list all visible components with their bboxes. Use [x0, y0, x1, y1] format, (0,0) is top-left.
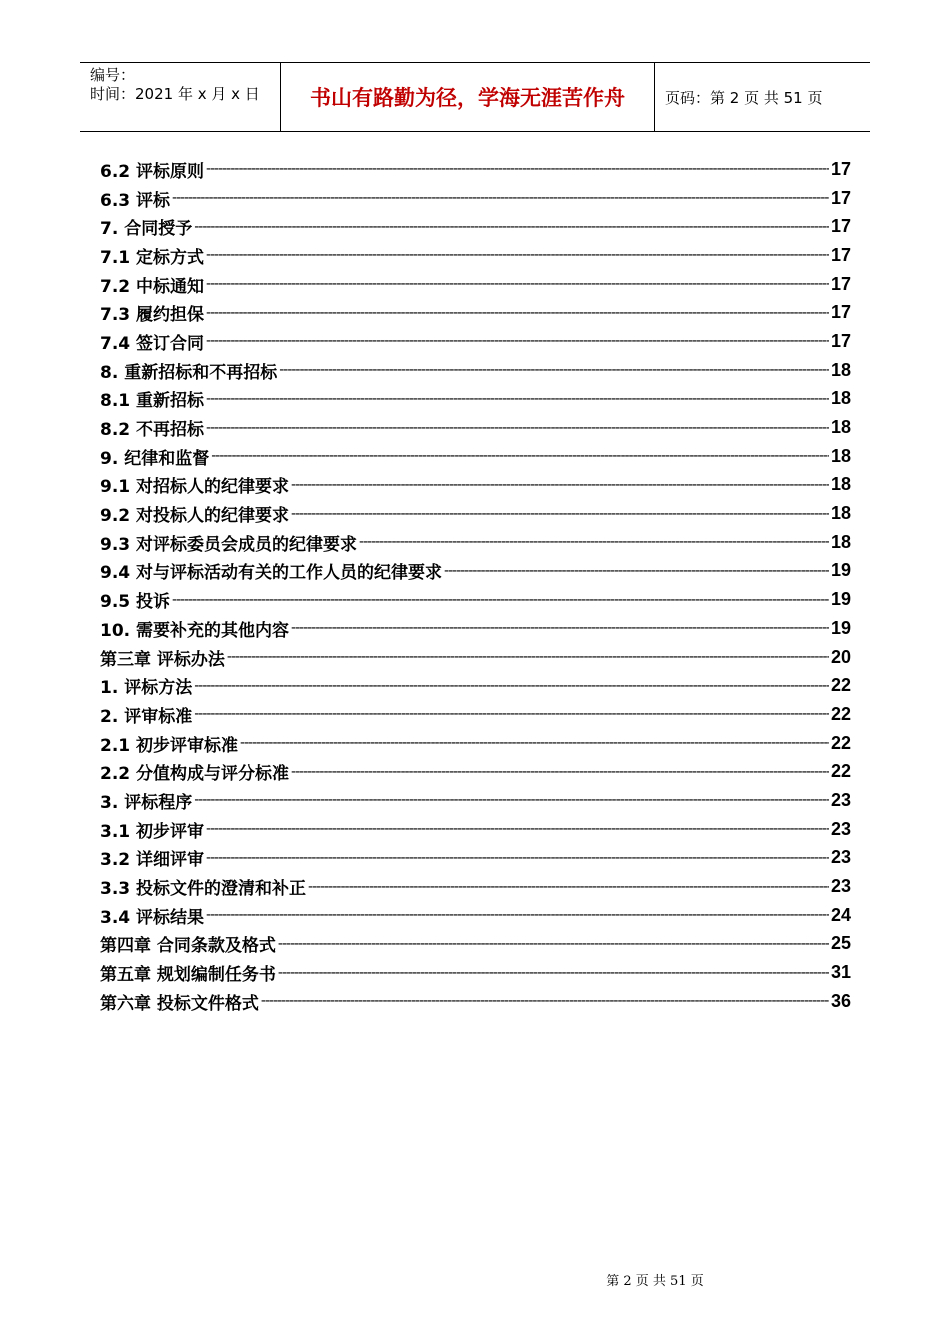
toc-entry-page: 17 — [830, 330, 851, 351]
toc-entry-title: 8. 重新招标和不再招标 — [100, 362, 278, 383]
toc-entry-page: 17 — [830, 216, 851, 237]
toc-leader — [291, 620, 829, 636]
header-page-info: 页码：第 2 页 共 51 页 — [665, 88, 823, 107]
toc-entry-title: 3.3 投标文件的澄清和补正 — [100, 879, 307, 900]
toc-entry-page: 22 — [830, 732, 851, 753]
toc-entry[interactable] — [100, 786, 851, 815]
toc-entry[interactable] — [100, 643, 851, 672]
toc-entry-page: 18 — [830, 359, 851, 380]
toc-entry-page: 22 — [830, 761, 851, 782]
toc-entry-title: 9.4 对与评标活动有关的工作人员的纪律要求 — [100, 563, 443, 584]
toc-leader — [227, 649, 829, 665]
toc-entry-page: 31 — [830, 962, 851, 983]
toc-entry-page: 23 — [830, 818, 851, 839]
toc-entry-page: 23 — [830, 789, 851, 810]
toc-leader — [291, 764, 829, 780]
table-of-contents — [100, 155, 851, 1016]
toc-entry-title: 9.1 对招标人的纪律要求 — [100, 477, 290, 498]
toc-entry-page: 19 — [830, 589, 851, 610]
toc-entry-page: 18 — [830, 445, 851, 466]
toc-entry[interactable] — [100, 241, 851, 270]
toc-entry-title: 10. 需要补充的其他内容 — [100, 620, 290, 641]
toc-entry-page: 36 — [830, 990, 851, 1011]
toc-entry[interactable] — [100, 298, 851, 327]
toc-entry-title: 2. 评审标准 — [100, 706, 193, 727]
toc-leader — [240, 735, 829, 751]
toc-entry[interactable] — [100, 557, 851, 586]
toc-entry-title: 7.2 中标通知 — [100, 276, 205, 297]
toc-entry[interactable] — [100, 815, 851, 844]
toc-entry[interactable] — [100, 442, 851, 471]
toc-leader — [206, 276, 829, 292]
toc-leader — [206, 420, 829, 436]
toc-entry[interactable] — [100, 499, 851, 528]
toc-entry[interactable] — [100, 700, 851, 729]
toc-entry[interactable] — [100, 844, 851, 873]
toc-entry[interactable] — [100, 585, 851, 614]
toc-leader — [206, 821, 829, 837]
toc-entry-page: 18 — [830, 503, 851, 524]
toc-leader — [194, 792, 829, 808]
toc-entry[interactable] — [100, 757, 851, 786]
toc-entry[interactable] — [100, 901, 851, 930]
toc-entry[interactable] — [100, 930, 851, 959]
toc-leader — [278, 965, 829, 981]
toc-entry-title: 8.2 不再招标 — [100, 420, 205, 441]
toc-entry-page: 18 — [830, 474, 851, 495]
toc-entry-page: 19 — [830, 560, 851, 581]
toc-entry-title: 9. 纪律和监督 — [100, 448, 210, 469]
toc-entry[interactable] — [100, 471, 851, 500]
toc-leader — [206, 247, 829, 263]
toc-leader — [206, 391, 829, 407]
toc-entry-title: 2.2 分值构成与评分标准 — [100, 764, 290, 785]
toc-leader — [172, 592, 829, 608]
toc-entry-page: 18 — [830, 531, 851, 552]
toc-entry-title: 第六章 投标文件格式 — [100, 993, 259, 1014]
toc-entry-page: 18 — [830, 417, 851, 438]
toc-leader — [444, 563, 829, 579]
toc-entry-page: 22 — [830, 675, 851, 696]
toc-entry[interactable] — [100, 614, 851, 643]
toc-entry-page: 17 — [830, 187, 851, 208]
toc-entry-title: 第三章 评标办法 — [100, 649, 225, 670]
toc-leader — [278, 936, 829, 952]
toc-entry-title: 3.4 评标结果 — [100, 907, 205, 928]
toc-leader — [291, 477, 829, 493]
document-date: 时间：2021 年 x 月 x 日 — [90, 85, 260, 103]
toc-entry-page: 23 — [830, 876, 851, 897]
toc-entry[interactable] — [100, 872, 851, 901]
toc-leader — [194, 706, 829, 722]
toc-entry-page: 24 — [830, 904, 851, 925]
page-footer: 第 2 页 共 51 页 — [606, 1274, 704, 1289]
toc-leader — [308, 879, 829, 895]
header-meta — [80, 63, 281, 131]
toc-entry-page: 17 — [830, 273, 851, 294]
toc-entry-page: 20 — [830, 646, 851, 667]
toc-entry-title: 7. 合同授予 — [100, 219, 193, 240]
page-header — [80, 62, 870, 132]
toc-leader — [206, 850, 829, 866]
toc-entry[interactable] — [100, 184, 851, 213]
toc-entry[interactable] — [100, 729, 851, 758]
toc-entry[interactable] — [100, 212, 851, 241]
toc-entry[interactable] — [100, 270, 851, 299]
toc-entry-title: 8.1 重新招标 — [100, 391, 205, 412]
toc-entry-page: 18 — [830, 388, 851, 409]
toc-entry-title: 第四章 合同条款及格式 — [100, 936, 276, 957]
toc-entry-title: 7.1 定标方式 — [100, 247, 205, 268]
toc-leader — [172, 190, 829, 206]
toc-entry-page: 25 — [830, 933, 851, 954]
toc-entry[interactable] — [100, 413, 851, 442]
toc-entry[interactable] — [100, 528, 851, 557]
toc-entry[interactable] — [100, 155, 851, 184]
toc-entry-title: 3. 评标程序 — [100, 792, 193, 813]
toc-leader — [206, 305, 829, 321]
toc-entry-title: 3.2 详细评审 — [100, 850, 205, 871]
toc-entry-page: 19 — [830, 617, 851, 638]
toc-entry-page: 17 — [830, 302, 851, 323]
toc-entry-title: 6.3 评标 — [100, 190, 171, 211]
toc-entry-page: 17 — [830, 158, 851, 179]
toc-entry-page: 17 — [830, 244, 851, 265]
toc-leader — [279, 362, 829, 378]
toc-leader — [206, 907, 829, 923]
toc-leader — [194, 678, 829, 694]
toc-leader — [206, 161, 829, 177]
toc-entry-title: 9.2 对投标人的纪律要求 — [100, 506, 290, 527]
toc-entry-title: 9.5 投诉 — [100, 592, 171, 613]
toc-entry-title: 7.4 签订合同 — [100, 333, 205, 354]
toc-entry[interactable] — [100, 385, 851, 414]
toc-entry-title: 第五章 规划编制任务书 — [100, 965, 276, 986]
toc-entry-title: 6.2 评标原则 — [100, 161, 205, 182]
toc-entry[interactable] — [100, 327, 851, 356]
toc-leader — [194, 219, 829, 235]
toc-entry-page: 22 — [830, 703, 851, 724]
toc-leader — [206, 333, 829, 349]
toc-entry[interactable] — [100, 356, 851, 385]
toc-entry[interactable] — [100, 671, 851, 700]
document-number-label: 编号： — [90, 66, 136, 84]
toc-entry-title: 2.1 初步评审标准 — [100, 735, 239, 756]
toc-leader — [291, 506, 829, 522]
toc-entry[interactable] — [100, 987, 851, 1016]
toc-entry-title: 7.3 履约担保 — [100, 305, 205, 326]
toc-entry[interactable] — [100, 958, 851, 987]
toc-leader — [359, 534, 829, 550]
toc-entry-title: 1. 评标方法 — [100, 678, 193, 699]
toc-leader — [211, 448, 829, 464]
toc-leader — [261, 993, 829, 1009]
toc-entry-title: 3.1 初步评审 — [100, 821, 205, 842]
toc-entry-page: 23 — [830, 847, 851, 868]
header-motto: 书山有路勤为径，学海无涯苦作舟 — [281, 63, 655, 131]
toc-entry-title: 9.3 对评标委员会成员的纪律要求 — [100, 534, 358, 555]
